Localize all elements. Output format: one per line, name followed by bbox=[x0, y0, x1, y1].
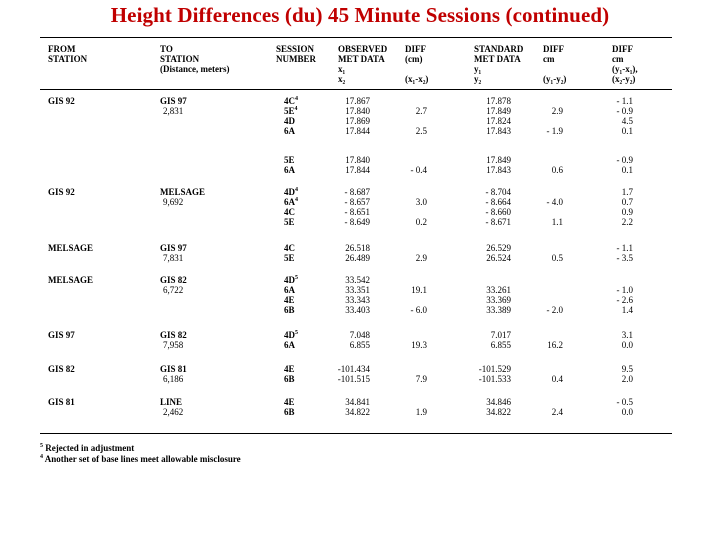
diff1-value: 0.2 bbox=[415, 217, 427, 227]
distance-3: 7,831 bbox=[163, 253, 184, 263]
diff2-value: - 4.0 bbox=[546, 197, 563, 207]
diff1-value: 19.3 bbox=[411, 340, 427, 350]
distance-5: 7,958 bbox=[163, 340, 184, 350]
diff3-value: 2.0 bbox=[621, 374, 633, 384]
header-to-line-1: STATION bbox=[160, 54, 200, 64]
header-diff3-line-1: cm bbox=[612, 54, 624, 64]
to-station-0: GIS 97 bbox=[160, 96, 187, 106]
from-station-5: GIS 97 bbox=[48, 330, 75, 340]
diff2-value: 0.4 bbox=[551, 374, 563, 384]
header-diff1-line-0: DIFF bbox=[405, 44, 426, 54]
footnote-text: Rejected in adjustment bbox=[43, 443, 135, 453]
session-number: 4D bbox=[284, 116, 295, 126]
observed-value: 7.048 bbox=[349, 330, 370, 340]
diff1-value: 7.9 bbox=[415, 374, 427, 384]
observed-value: 33.542 bbox=[345, 275, 370, 285]
to-station-3: GIS 97 bbox=[160, 243, 187, 253]
diff3-value: - 1.0 bbox=[616, 285, 633, 295]
diff2-value: 0.6 bbox=[551, 165, 563, 175]
session-number: 6B bbox=[284, 374, 295, 384]
distance-7: 2,462 bbox=[163, 407, 184, 417]
distance-4: 6,722 bbox=[163, 285, 184, 295]
footnote-mark: 4 bbox=[40, 454, 43, 460]
session-number: $4D^5$ bbox=[284, 330, 298, 340]
header-observed-line-1: MET DATA bbox=[338, 54, 385, 64]
footnote-mark: 4 bbox=[294, 106, 298, 112]
session-number: 4E bbox=[284, 397, 295, 407]
diff3-value: - 1.1 bbox=[616, 96, 633, 106]
from-station-4: MELSAGE bbox=[48, 275, 94, 285]
observed-value: - 8.657 bbox=[344, 197, 370, 207]
observed-value: 17.844 bbox=[345, 126, 370, 136]
footnote bbox=[40, 454, 241, 464]
diff1-value: 2.7 bbox=[415, 106, 427, 116]
diff3-value: 0.0 bbox=[621, 407, 633, 417]
session-number: 4E bbox=[284, 364, 295, 374]
header-diff2-line-3: (y₁-y₂) bbox=[543, 74, 567, 84]
footnote-mark: 4 bbox=[295, 187, 298, 193]
diff1-value: 2.9 bbox=[415, 253, 427, 263]
diff3-value: 9.5 bbox=[621, 364, 633, 374]
header-standard-line-1: MET DATA bbox=[474, 54, 521, 64]
standard-value: 17.849 bbox=[486, 106, 511, 116]
header-from-line-1: STATION bbox=[48, 54, 88, 64]
header-diff1-line-3: (x₁-x₂) bbox=[405, 74, 429, 84]
diff3-value: 0.1 bbox=[621, 126, 633, 136]
standard-value: 26.524 bbox=[486, 253, 511, 263]
session-number: 6B bbox=[284, 407, 295, 417]
diff2-value: 16.2 bbox=[547, 340, 563, 350]
standard-value: -101.529 bbox=[478, 364, 511, 374]
session-number: 4C bbox=[284, 243, 295, 253]
to-station-5: GIS 82 bbox=[160, 330, 187, 340]
diff3-value: 1.4 bbox=[621, 305, 633, 315]
header-observed-line-0: OBSERVED bbox=[338, 44, 388, 54]
header-diff2-line-1: cm bbox=[543, 54, 555, 64]
session-number: 5E bbox=[284, 253, 295, 263]
standard-value: 17.878 bbox=[486, 96, 511, 106]
observed-value: 17.840 bbox=[345, 106, 370, 116]
diff3-value: - 2.6 bbox=[616, 295, 633, 305]
observed-value: 17.844 bbox=[345, 165, 370, 175]
standard-value: 33.261 bbox=[486, 285, 511, 295]
footnote-mark: 5 bbox=[295, 330, 298, 336]
observed-value: 26.489 bbox=[345, 253, 370, 263]
session-number: 5E bbox=[284, 217, 295, 227]
session-number: 6A bbox=[284, 165, 295, 175]
to-station-6: GIS 81 bbox=[160, 364, 187, 374]
observed-value: -101.515 bbox=[337, 374, 370, 384]
diff1-value: - 6.0 bbox=[410, 305, 427, 315]
observed-value: 17.869 bbox=[345, 116, 370, 126]
from-station-0: GIS 92 bbox=[48, 96, 75, 106]
header-observed-line-3: x₂ bbox=[338, 74, 346, 84]
diff2-value: 2.9 bbox=[551, 106, 563, 116]
diff2-value: 2.4 bbox=[551, 407, 563, 417]
to-station-2: MELSAGE bbox=[160, 187, 206, 197]
diff1-value: - 0.4 bbox=[410, 165, 427, 175]
header-from-line-0: FROM bbox=[48, 44, 76, 54]
diff3-value: 0.9 bbox=[621, 207, 633, 217]
diff3-value: - 3.5 bbox=[616, 253, 633, 263]
observed-value: 6.855 bbox=[349, 340, 370, 350]
header-to-line-0: TO bbox=[160, 44, 173, 54]
from-station-6: GIS 82 bbox=[48, 364, 75, 374]
diff3-value: - 0.9 bbox=[616, 106, 633, 116]
standard-value: 34.846 bbox=[486, 397, 511, 407]
session-number: $4D^4$ bbox=[284, 187, 298, 197]
standard-value: 33.389 bbox=[486, 305, 511, 315]
table-top-rule bbox=[40, 37, 672, 38]
observed-value: 33.403 bbox=[345, 305, 370, 315]
footnote-mark: 5 bbox=[40, 443, 43, 449]
header-session-line-1: NUMBER bbox=[276, 54, 316, 64]
header-diff3-line-2: (y₁-x₁), bbox=[612, 64, 638, 74]
footnote-mark: 5 bbox=[295, 275, 298, 281]
distance-6: 6,186 bbox=[163, 374, 184, 384]
observed-value: 26.518 bbox=[345, 243, 370, 253]
session-number: 6A bbox=[284, 285, 295, 295]
session-number: 6B bbox=[284, 305, 295, 315]
footnote-text: Another set of base lines meet allowable misclosure bbox=[43, 454, 241, 464]
session-number: $4C^4$ bbox=[284, 96, 298, 106]
diff1-value: 2.5 bbox=[415, 126, 427, 136]
table-bottom-rule bbox=[40, 433, 672, 434]
header-rule bbox=[40, 89, 672, 90]
header-diff3-line-3: (x₂-y₂) bbox=[612, 74, 636, 84]
standard-value: -101.533 bbox=[478, 374, 511, 384]
header-standard-line-3: y₂ bbox=[474, 74, 482, 84]
from-station-2: GIS 92 bbox=[48, 187, 75, 197]
diff1-value: 19.1 bbox=[411, 285, 427, 295]
diff1-value: 3.0 bbox=[415, 197, 427, 207]
session-number: 6A bbox=[284, 340, 295, 350]
standard-value: - 8.664 bbox=[485, 197, 511, 207]
standard-value: 17.824 bbox=[486, 116, 511, 126]
from-station-7: GIS 81 bbox=[48, 397, 75, 407]
observed-value: - 8.651 bbox=[344, 207, 370, 217]
session-number: $5E^4$ bbox=[284, 106, 298, 116]
standard-value: 33.369 bbox=[486, 295, 511, 305]
standard-value: 17.849 bbox=[486, 155, 511, 165]
observed-value: 34.822 bbox=[345, 407, 370, 417]
diff2-value: - 2.0 bbox=[546, 305, 563, 315]
session-number: $6A^4$ bbox=[284, 197, 298, 207]
diff1-value: 1.9 bbox=[415, 407, 427, 417]
standard-value: - 8.704 bbox=[485, 187, 511, 197]
footnote-mark: 4 bbox=[295, 96, 298, 102]
session-number: 4E bbox=[284, 295, 295, 305]
footnote-mark: 4 bbox=[295, 197, 298, 203]
standard-value: 17.843 bbox=[486, 165, 511, 175]
session-number: 5E bbox=[284, 155, 295, 165]
diff2-value: 0.5 bbox=[551, 253, 563, 263]
diff3-value: 0.0 bbox=[621, 340, 633, 350]
session-number: $4D^5$ bbox=[284, 275, 298, 285]
distance-2: 9,692 bbox=[163, 197, 184, 207]
page-title: Height Differences (du) 45 Minute Sessions (continued) bbox=[110, 3, 610, 27]
standard-value: - 8.671 bbox=[485, 217, 511, 227]
standard-value: 34.822 bbox=[486, 407, 511, 417]
header-diff2-line-0: DIFF bbox=[543, 44, 564, 54]
diff3-value: 0.7 bbox=[621, 197, 633, 207]
standard-value: 17.843 bbox=[486, 126, 511, 136]
footnote bbox=[40, 443, 134, 453]
diff3-value: 0.1 bbox=[621, 165, 633, 175]
diff3-value: 3.1 bbox=[621, 330, 633, 340]
diff3-value: - 0.9 bbox=[616, 155, 633, 165]
diff3-value: - 1.1 bbox=[616, 243, 633, 253]
observed-value: 33.351 bbox=[345, 285, 370, 295]
header-standard-line-2: y₁ bbox=[474, 64, 482, 74]
session-number: 6A bbox=[284, 126, 295, 136]
header-observed-line-2: x₁ bbox=[338, 64, 346, 74]
observed-value: 17.867 bbox=[345, 96, 370, 106]
session-number: 4C bbox=[284, 207, 295, 217]
header-diff1-line-1: (cm) bbox=[405, 54, 423, 64]
to-station-7: LINE bbox=[160, 397, 183, 407]
to-station-4: GIS 82 bbox=[160, 275, 187, 285]
header-standard-line-0: STANDARD bbox=[474, 44, 524, 54]
header-to-line-2: (Distance, meters) bbox=[160, 64, 230, 74]
diff3-value: 1.7 bbox=[621, 187, 633, 197]
from-station-3: MELSAGE bbox=[48, 243, 94, 253]
diff2-value: 1.1 bbox=[551, 217, 563, 227]
distance-0: 2,831 bbox=[163, 106, 184, 116]
observed-value: 33.343 bbox=[345, 295, 370, 305]
observed-value: 17.840 bbox=[345, 155, 370, 165]
observed-value: - 8.649 bbox=[344, 217, 370, 227]
diff2-value: - 1.9 bbox=[546, 126, 563, 136]
diff3-value: 2.2 bbox=[621, 217, 633, 227]
standard-value: - 8.660 bbox=[485, 207, 511, 217]
standard-value: 26.529 bbox=[486, 243, 511, 253]
standard-value: 6.855 bbox=[490, 340, 511, 350]
diff3-value: 4.5 bbox=[621, 116, 633, 126]
observed-value: 34.841 bbox=[345, 397, 370, 407]
header-session-line-0: SESSION bbox=[276, 44, 315, 54]
observed-value: -101.434 bbox=[337, 364, 370, 374]
header-diff3-line-0: DIFF bbox=[612, 44, 633, 54]
standard-value: 7.017 bbox=[490, 330, 511, 340]
diff3-value: - 0.5 bbox=[616, 397, 633, 407]
observed-value: - 8.687 bbox=[344, 187, 370, 197]
